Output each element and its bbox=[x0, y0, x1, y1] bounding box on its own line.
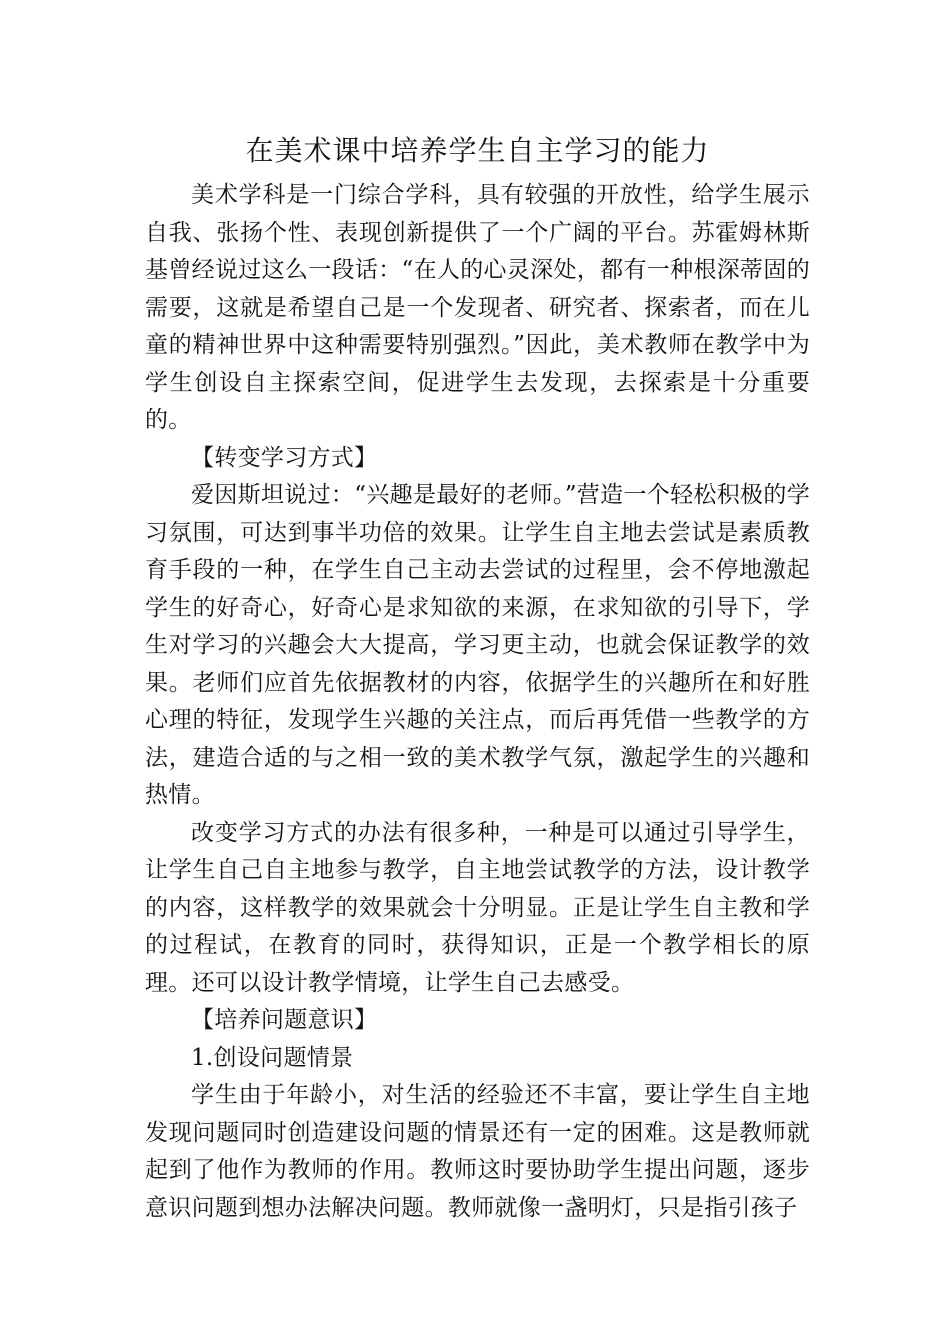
subsection-heading-problem-scenario: 1.创设问题情景 bbox=[191, 1044, 354, 1071]
section-heading-learning-style: 【转变学习方式】 bbox=[191, 444, 378, 471]
paragraph-interest: 爱因斯坦说过：“兴趣是最好的老师。”营造一个轻松积极的学习氛围，可达到事半功倍的效果。让学生自主地去尝试是素质教育手段的一种，在学生自己主动去尝试的过程里，会不停地激起学生的好奇心，好奇心是求知欲的来源，在求知欲的引导下，学生对学习的兴趣会大大提高，学习更主动，也就会保证教学的效果。老师们应首先依据教材的内容，依据学生的兴趣所在和好胜心理的特征，发现学生兴趣的关注点，而后再凭借一些教学的方法，建造合适的与之相一致的美术教学气氛，激起学生的兴趣和热情。 bbox=[145, 482, 810, 808]
document-title: 在美术课中培养学生自主学习的能力 bbox=[245, 134, 710, 167]
paragraph-methods: 改变学习方式的办法有很多种，一种是可以通过引导学生，让学生自己自主地参与教学，自主地尝试教学的方法，设计教学的内容，这样教学的效果就会十分明显。正是让学生自主教和学的过程试，在教育的同时，获得知识，正是一个教学相长的原理。还可以设计教学情境，让学生自己去感受。 bbox=[145, 819, 810, 996]
document-page bbox=[145, 126, 810, 1227]
section-heading-problem-awareness: 【培养问题意识】 bbox=[191, 1007, 378, 1033]
intro-paragraph: 美术学科是一门综合学科，具有较强的开放性，给学生展示自我、张扬个性、表现创新提供了一个广阔的平台。苏霍姆林斯基曾经说过这么一段话：“在人的心灵深处，都有一种根深蒂固的需要，这就是希望自己是一个发现者、研究者、探索者，而在儿童的精神世界中这种需要特别强烈。”因此，美术教师在教学中为学生创设自主探索空间，促进学生去发现，去探索是十分重要的。 bbox=[145, 182, 810, 433]
paragraph-problem-scenario: 学生由于年龄小，对生活的经验还不丰富，要让学生自主地发现问题同时创造建设问题的情景还有一定的困难。这是教师就起到了他作为教师的作用。教师这时要协助学生提出问题，逐步意识问题到想办法解决问题。教师就像一盏明灯，只是指引孩子 bbox=[145, 1082, 810, 1221]
